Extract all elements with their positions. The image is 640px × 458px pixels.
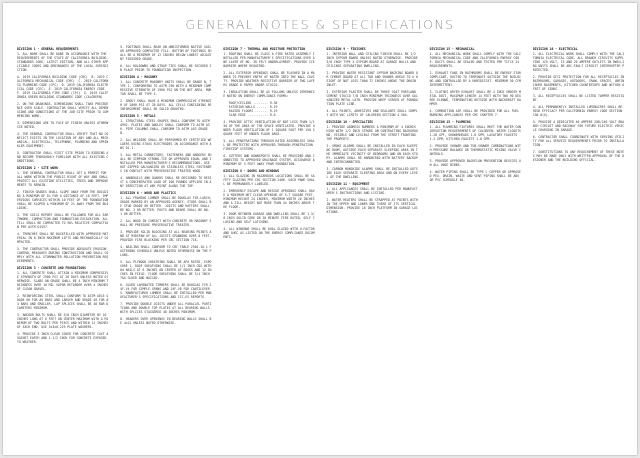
note-paragraph: 2. ALL WOOD IN CONTACT WITH CONCRETE OR MASONRY SHALL BE PRESSURE PRESERVATIVE TREATED. (120, 219, 212, 227)
section-heading: DIVISION 5 - METALS (120, 114, 156, 118)
section-heading: DIVISION 3 - CONCRETE AND FOUNDATIONS (17, 266, 86, 270)
notes-columns (17, 45, 625, 445)
note-paragraph: 2. SMOKE ALARMS SHALL BE INSTALLED IN EACH SLEEPING ROOM, OUTSIDE EACH SEPARATE SLEEPING AREA IN THE IMMEDIATE VICINITY OF BEDROOMS AND ON EACH STORY. ALARMS SHALL BE HARDWIRED WITH BATTERY BACKUP AND INTERCONNECTED. (326, 144, 420, 164)
section-heading: DIVISION 16 - ELECTRICAL (532, 47, 578, 51)
note-paragraph: 3. CARBON MONOXIDE ALARMS SHALL BE INSTALLED OUTSIDE EACH SEPARATE SLEEPING AREA AND ON EVERY LEVEL OF THE DWELLING. (326, 167, 418, 179)
notes-column-2 (120, 45, 212, 445)
note-paragraph: 5. THE CONTRACTOR SHALL PROVIDE ADEQUATE EROSION CONTROL MEASURES DURING CONSTRUCTION AND SHALL COMPLY WITH ALL STORMWATER POLLUTION PREVENTION REQUIREMENTS. (17, 247, 109, 263)
note-paragraph: 5. ALL PLYWOOD SHEATHING SHALL BE APA RATED, EXPOSURE 1. ROOF SHEATHING SHALL BE 1/2 INCH CDX WITH 8d NAILS AT 6 INCHES ON CENTER AT EDGES AND 12 INCHES IN FIELD. FLOOR SHEATHING SHALL BE 3/4 INCH T&G GLUED AND NAILED. (120, 260, 214, 280)
note-paragraph: 4. THE GENERAL CONTRACTOR SHALL VERIFY THAT NO CONFLICT EXISTS IN THE LOCATION OF ANY AND ALL MECHANICAL, ELECTRICAL, TELEPHONE, PLUMBING AND SPRINKLER EQUIPMENT. (17, 132, 109, 148)
section-heading: DIVISION 1 - GENERAL REQUIREMENTS (17, 47, 79, 51)
note-paragraph: 2. ALL EXTERIOR OPENINGS SHALL BE FLASHED IN A MANNER TO PREVENT ENTRY OF WATER INTO THE WALL CAVITY. PROVIDE WEATHER RESISTIVE BARRIER OF TWO LAYERS GRADE D PAPER UNDER STUCCO. (223, 71, 315, 87)
note-paragraph: 4. TRENCHES SHALL BE BACKFILLED WITH APPROVED MATERIAL IN 8 INCH MAXIMUM LIFTS AND MECHANICALLY COMPACTED. (17, 232, 109, 244)
note-paragraph: 1. ALL PLUMBING FIXTURES SHALL MEET THE WATER CONSERVATION REQUIREMENTS OF CALGREEN: WATER CLOSETS 1.28 GPF, SHOWERHEADS 1.8 GPM, LAVATORY FAUCETS 1.2 GPM, KITCHEN FAUCETS 1.8 GPM. (429, 125, 523, 141)
note-paragraph: 3. ALL RECEPTACLES SHALL BE LISTED TAMPER RESISTANT. (532, 94, 625, 102)
note-paragraph: 1. ALL ELECTRICAL WORK SHALL COMPLY WITH THE CALIFORNIA ELECTRICAL CODE. ALL BRANCH CIRCUITS SUPPLYING 125 VOLT, 15 AND 20 AMPERE OUTLETS IN DWELLING UNITS SHALL BE ARC-FAULT CIRCUIT INTERRUPTER PROTECTED. (532, 52, 625, 72)
note-paragraph: 4. HANDRAILS AND GUARDS SHALL BE DESIGNED TO RESIST A CONCENTRATED LOAD OF 200 POUNDS APPLIED IN ANY DIRECTION AT ANY POINT ALONG THE TOP. (120, 176, 212, 188)
note-paragraph: 1. ALL GLAZING IN HAZARDOUS LOCATIONS SHALL BE SAFETY GLAZING PER CBC SECTION 2406. EACH PANE SHALL BE PERMANENTLY LABELED. (223, 174, 315, 186)
note-paragraph: 3. DIMENSIONS ARE TO FACE OF FINISH UNLESS OTHERWISE NOTED. (17, 121, 109, 129)
note-paragraph: 2. WATER HEATERS SHALL BE STRAPPED AT POINTS WITHIN THE UPPER AND LOWER ONE THIRD OF ITS VERTICAL DIMENSION. PROVIDE 18 INCH PLATFORM IN GARAGE LOCATIONS. (326, 198, 418, 214)
note-paragraph: 1. STRUCTURAL STEEL SHAPES SHALL CONFORM TO ASTM A992. PLATES AND ANGLES SHALL CONFORM TO ASTM A36. PIPE COLUMNS SHALL CONFORM TO ASTM A53 GRADE B. (120, 119, 212, 135)
note-paragraph: 3. PROVIDE SOLID BLOCKING AT ALL BEARING POINTS AND AT MIDSPAN OF ALL JOISTS SPANNING OVER 8 FEET. PROVIDE FIRE BLOCKING PER CBC SECTION 718. (120, 230, 214, 242)
note-paragraph: 1. PROVIDE ADDRESS NUMBERS A MINIMUM OF 4 INCHES HIGH WITH 1/2 INCH STROKE ON CONTRASTING BACKGROUND, VISIBLE AND LEGIBLE FROM THE STREET FRONTING THE PROPERTY. (326, 125, 418, 141)
section-heading: DIVISION 6 - WOOD AND PLASTICS (120, 191, 177, 195)
note-paragraph: 2. FINISH GRADES SHALL SLOPE AWAY FROM THE BUILDING A MINIMUM OF 5% FOR A DISTANCE OF 10 FEET. IMPERVIOUS SURFACES WITHIN 10 FEET OF THE FOUNDATION SHALL BE SLOPED A MINIMUM OF 2% AWAY FROM THE BUILDING. (17, 190, 111, 210)
note-paragraph: 3. CLOTHES DRYER EXHAUST SHALL BE 4 INCH SMOOTH METAL DUCT, MAXIMUM LENGTH 14 FEET WITH TWO 90 DEGREE ELBOWS, TERMINATING OUTSIDE WITH BACKDRAFT DAMPER. (429, 90, 521, 106)
note-paragraph: 8. HEADERS OVER OPENINGS IN BEARING WALLS SHALL BE 4x12 UNLESS NOTED OTHERWISE. (120, 317, 212, 325)
note-paragraph: 3. PROVIDE APPROVED BACKFLOW PREVENTION DEVICES ON ALL HOSE BIBBS. (429, 159, 521, 167)
note-paragraph: 3. DOOR BETWEEN GARAGE AND DWELLING SHALL BE 1-3/8 INCH SOLID CORE OR 20 MINUTE FIRE RATED, SELF CLOSING AND SELF LATCHING. (223, 212, 315, 224)
note-paragraph: 6. ALL HOLDOWNS AND STRAP TIES SHALL BE SECURED IN PLACE PRIOR TO FOUNDATION INSPECTION. (120, 64, 212, 72)
section-heading: DIVISION 11 - EQUIPMENT (326, 182, 370, 186)
note-paragraph: 1. ALL CONCRETE MASONRY UNITS SHALL BE GRADE N, TYPE I, CONFORMING TO ASTM C90 WITH A MINIMUM COMPRESSIVE STRENGTH OF 1900 PSI ON THE NET AREA. MORTAR SHALL BE TYPE S. (120, 80, 212, 96)
notes-column-4 (326, 45, 418, 445)
note-paragraph: 1. ALL FRAMING LUMBER SHALL BE DOUGLAS FIR-LARCH, GRADE MARKED BY AN APPROVED AGENCY. STUDS SHALL BE STUD GRADE OR BETTER. JOISTS AND RAFTERS SHALL BE NO. 2 OR BETTER. POSTS AND BEAMS SHALL BE NO. 1 OR BETTER. (120, 196, 214, 216)
note-paragraph: 2. PROVIDE SHOWER AND TUB-SHOWER COMBINATIONS WITH PRESSURE BALANCE OR THERMOSTATIC MIXING VALVE CONTROLS. (429, 144, 521, 156)
note-paragraph: 7. SUBSTITUTIONS TO ANY REQUIREMENT OF THESE NOTES MAY BE MADE ONLY WITH WRITTEN APPROVAL OF THE DESIGNER AND THE BUILDING OFFICIAL. (532, 150, 625, 162)
notes-column-6 (533, 45, 625, 445)
note-paragraph: 7. PROVIDE DOUBLE JOISTS UNDER ALL PARALLEL PARTITIONS AND DOUBLE TOP PLATES AT ALL BEARING WALLS WITH SPLICES STAGGERED 48 INCHES MINIMUM. (120, 302, 212, 314)
note-paragraph: 1. ALL MECHANICAL WORK SHALL COMPLY WITH THE CALIFORNIA MECHANICAL CODE AND CALIFORNIA ENERGY CODE. DUCTS SHALL BE SEALED AND TESTED PER TITLE 24 REQUIREMENTS. (429, 52, 521, 68)
note-paragraph: 4. ALL PAINTS, ADHESIVES AND SEALANTS SHALL COMPLY WITH VOC LIMITS OF CALGREEN SECTION 4.504. (326, 109, 418, 117)
note-paragraph: 2. ALL WELDING SHALL BE PERFORMED BY CERTIFIED WELDERS USING E70XX ELECTRODES IN ACCORDANCE WITH AWS D1.1. (120, 138, 212, 150)
note-paragraph: 2. EXHAUST FANS IN BATHROOMS SHALL BE ENERGY STAR COMPLIANT, DUCTED TO TERMINATE OUTSIDE THE BUILDING AND CONTROLLED BY A HUMIDISTAT. MINIMUM 50 CFM INTERMITTENT. (429, 71, 523, 87)
note-paragraph: 1. THE GENERAL CONTRACTOR SHALL GET A PERMIT FOR ALL WORK WITHIN THE PUBLIC RIGHT OF WAY AND SHALL PROTECT ALL EXISTING UTILITIES, TREES AND IMPROVEMENTS TO REMAIN. (17, 171, 111, 187)
note-paragraph: 1. INTERIOR WALL AND CEILING FINISH SHALL BE 1/2 INCH GYPSUM BOARD UNLESS NOTED OTHERWISE. PROVIDE 5/8 INCH TYPE X GYPSUM BOARD AT GARAGE WALLS AND CEILINGS SEPARATING DWELLING. (326, 52, 420, 68)
section-heading: DIVISION 4 - MASONRY (120, 75, 158, 79)
note-paragraph: 2. PROVIDE WATER RESISTANT GYPSUM BACKING BOARD OR CEMENT BOARD AT ALL TUB AND SHOWER AREAS TO A HEIGHT OF NOT LESS THAN 72 INCHES ABOVE THE DRAIN INLET. (326, 71, 418, 87)
section-heading: DIVISION 15 - MECHANICAL (429, 47, 475, 51)
section-heading: DIVISION 10 - SPECIALTIES (326, 120, 374, 124)
note-paragraph: 5. FOOTINGS SHALL BEAR ON UNDISTURBED NATIVE SOIL OR APPROVED COMPACTED FILL. BOTTOM OF FOOTINGS SHALL BE A MINIMUM OF 12 INCHES BELOW LOWEST ADJACENT FINISHED GRADE. (120, 45, 214, 61)
sheet-title: GENERAL NOTES & SPECIFICATIONS (185, 17, 455, 32)
note-paragraph: 4. PROVIDE ATTIC VENTILATION OF NOT LESS THAN 1/150 OF THE AREA OF THE SPACE VENTILATED. PROVIDE UNDER FLOOR VENTILATION OF 1 SQUARE FOOT PER 150 SQUARE FEET OF UNDER FLOOR AREA. (223, 120, 315, 136)
note-paragraph: 3. EXTERIOR PLASTER SHALL BE THREE COAT PORTLAND CEMENT STUCCO 7/8 INCH MINIMUM THICKNESS OVER GALVANIZED METAL LATH. PROVIDE WEEP SCREED AT FOUNDATION PLATE LINE. (326, 90, 418, 106)
note-paragraph: 3. THE SOILS REPORT SHALL BE FOLLOWED FOR ALL EARTHWORK, COMPACTION AND FOUNDATION EXCAVATION. ALL FILL SHALL BE COMPACTED TO 90% RELATIVE COMPACTION PER ASTM D1557. (17, 213, 111, 229)
note-paragraph: 6. GUTTERS AND DOWNSPOUTS SHALL BE PROVIDED AND CONNECTED TO APPROVED DRAINAGE SYSTEM. DISCHARGE A MINIMUM OF 5 FEET AWAY FROM FOUNDATION. (223, 154, 317, 166)
section-heading: DIVISION 9 - FINISHES (326, 47, 366, 51)
section-heading: DIVISION 7 - THERMAL AND MOISTURE PROTECTION (223, 47, 306, 51)
notes-column-3 (223, 45, 315, 445)
notes-column-1 (17, 45, 109, 445)
note-paragraph: 5. CONTRACTOR SHALL VISIT SITE PRIOR TO BIDDING AND BECOME THOROUGHLY FAMILIAR WITH ALL EXISTING CONDITIONS. (17, 151, 109, 163)
note-paragraph: 4. ALL PERMANENTLY INSTALLED LUMINAIRES SHALL BE HIGH EFFICACY PER CALIFORNIA ENERGY CODE SECTION 150.0(k). (532, 105, 625, 117)
section-heading: DIVISION 8 - DOORS AND WINDOWS (223, 169, 280, 173)
note-paragraph: 1. ALL APPLIANCES SHALL BE INSTALLED PER MANUFACTURER'S INSTRUCTIONS AND LISTING. (326, 187, 418, 195)
note-paragraph: 4. NAILING SHALL CONFORM TO CBC TABLE 2304.10.1 FASTENING SCHEDULE UNLESS NOTED OTHERWISE ON THE PLANS. (120, 245, 212, 257)
drawing-sheet (3, 3, 637, 455)
note-paragraph: 2. REINFORCING STEEL SHALL CONFORM TO ASTM A615 GRADE 60 FOR #5 BARS AND LARGER AND GRADE 40 FOR #4 BARS AND SMALLER. LAP SPLICES SHALL BE 48 BAR DIAMETERS MINIMUM. (17, 294, 109, 310)
note-paragraph: 4. ALL WINDOWS SHALL BE DUAL GLAZED WITH U-FACTOR AND SHGC AS LISTED ON THE ENERGY COMPLIANCE DOCUMENTS. (223, 227, 317, 239)
note-paragraph: 3. ANCHOR BOLTS SHALL BE 5/8 INCH DIAMETER BY 10 INCHES LONG AT 6 FEET ON CENTER MAXIMUM WITH A MINIMUM OF TWO BOLTS PER PIECE AND WITHIN 12 INCHES OF EACH END. USE 3x3x0.229 PLATE WASHERS. (17, 313, 111, 329)
note-paragraph: 3. INSULATION SHALL BE AS FOLLOWS UNLESS OTHERWISE NOTED ON ENERGY COMPLIANCE FORMS: (223, 90, 315, 98)
note-paragraph: 1. ROOFING SHALL BE CLASS A FIRE RATED ASSEMBLY INSTALLED PER MANUFACTURER'S SPECIFICATIONS OVER ONE LAYER OF NO. 30 FELT UNDERLAYMENT. PROVIDE ICE BARRIER WHERE REQUIRED. (223, 52, 317, 68)
notes-column-5 (430, 45, 522, 445)
note-paragraph: 2. EMERGENCY ESCAPE AND RESCUE OPENINGS SHALL HAVE A MINIMUM NET CLEAR OPENING OF 5.7 SQUARE FEET, MINIMUM HEIGHT 24 INCHES, MINIMUM WIDTH 20 INCHES AND A SILL HEIGHT NOT MORE THAN 44 INCHES ABOVE THE FLOOR. (223, 189, 317, 209)
note-paragraph: 5. ALL PENETRATIONS THROUGH RATED ASSEMBLIES SHALL BE PROTECTED WITH APPROVED THROUGH-PENETRATION FIRESTOP SYSTEMS. (223, 139, 315, 151)
section-heading: DIVISION 15 - PLUMBING (429, 120, 471, 124)
note-paragraph: 4. COMBUSTION AIR SHALL BE PROVIDED FOR ALL FUEL BURNING APPLIANCES PER CMC CHAPTER 7. (429, 109, 521, 117)
note-paragraph: 1. ALL CONCRETE SHALL ATTAIN A MINIMUM COMPRESSIVE STRENGTH OF 2500 PSI AT 28 DAYS UNLESS NOTED OTHERWISE. SLABS ON GRADE SHALL BE 4 INCH MINIMUM THICKNESS OVER 10 MIL VAPOR RETARDER OVER 4 INCHES OF CLEAN GRAVEL. (17, 271, 111, 291)
note-paragraph: 3. ALL METAL CONNECTORS, FASTENERS AND HANGERS SHALL BE SIMPSON STRONG-TIE OR APPROVED EQUAL AND INSTALLED PER MANUFACTURER'S RECOMMENDATIONS. USE HOT DIPPED GALVANIZED OR STAINLESS STEEL FASTENERS IN CONTACT WITH PRESERVATIVE TREATED WOOD. (120, 153, 212, 173)
note-paragraph: 5. PROVIDE A DEDICATED 40 AMPERE 208/240 VOLT BRANCH CIRCUIT AND RACEWAY FOR FUTURE ELECTRIC VEHICLE CHARGING IN GARAGE. (532, 120, 625, 132)
note-paragraph: 6. GLUED LAMINATED TIMBERS SHALL BE DOUGLAS FIR 24F-V4 FOR SIMPLE SPANS AND 24F-V8 FOR CANTILEVERS. MANUFACTURED LUMBER SHALL BE INSTALLED PER MANUFACTURER'S SPECIFICATIONS AND ICC-ES REPORTS. (120, 283, 212, 299)
note-paragraph: A. 2019 CALIFORNIA BUILDING CODE (CBC) B. 2019 CALIFORNIA MECHANICAL CODE (CMC) C. 2019 CALIFORNIA PLUMBING CODE (CPC) D. 2019 CALIFORNIA ELECTRICAL CODE (CEC) E. 2019 CALIFORNIA ENERGY CODE F. 2019 CALIFORNIA FIRE CODE (CFC) G. 2019 CALIFORNIA GREEN BUILDING STANDARDS CODE (CALGREEN) (17, 75, 109, 99)
note-paragraph: 2. GROUT SHALL HAVE A MINIMUM COMPRESSIVE STRENGTH OF 2000 PSI AT 28 DAYS. ALL CELLS CONTAINING REINFORCEMENT SHALL BE SOLID GROUTED. (120, 99, 212, 111)
section-heading: DIVISION 2 - SITE WORK (17, 166, 58, 170)
note-paragraph: 2. ON THE DRAWINGS, DIMENSIONS SHALL TAKE PRECEDENCE OVER SCALE. CONTRACTOR SHALL VERIFY ALL DIMENSIONS AND CONDITIONS AT THE JOB SITE PRIOR TO COMMENCING WORK. (17, 102, 109, 118)
title-underline (218, 32, 422, 33)
note-paragraph: 1. ALL WORK SHALL BE DONE IN ACCORDANCE WITH THE REQUIREMENTS OF THE STATE OF CALIFORNIA BUILDING STANDARDS CODE, LATEST EDITION, AND ALL OTHER APPLICABLE CODES AND ORDINANCES OF THE LOCAL JURISDICTION. (17, 52, 109, 72)
note-paragraph: ROOF/CEILING ........ R-38 EXTERIOR WALLS ...... R-19 RAISED FLOORS ....... R-19 SLAB EDGE ........... R-0 (228, 101, 278, 117)
note-paragraph: 6. CONTRACTOR SHALL COORDINATE WITH SERVING UTILITY FOR ALL SERVICE REQUIREMENTS PRIOR TO INSTALLATION. (532, 135, 625, 147)
note-paragraph: 4. WATER PIPING SHALL BE TYPE L COPPER OR APPROVED PEX. DRAIN, WASTE AND VENT PIPING SHALL BE ABS OR PVC SCHEDULE 40. (429, 170, 521, 182)
note-paragraph: 4. PROVIDE 3 INCH CLEAR COVER FOR CONCRETE CAST AGAINST EARTH AND 1-1/2 INCH FOR CONCRETE EXPOSED TO WEATHER. (17, 332, 109, 344)
note-paragraph: 2. PROVIDE GFCI PROTECTION FOR ALL RECEPTACLES IN BATHROOMS, GARAGES, OUTDOORS, CRAWL SPACES, UNFINISHED BASEMENTS, KITCHEN COUNTERTOPS AND WITHIN 6 FEET OF SINKS. (532, 75, 626, 91)
